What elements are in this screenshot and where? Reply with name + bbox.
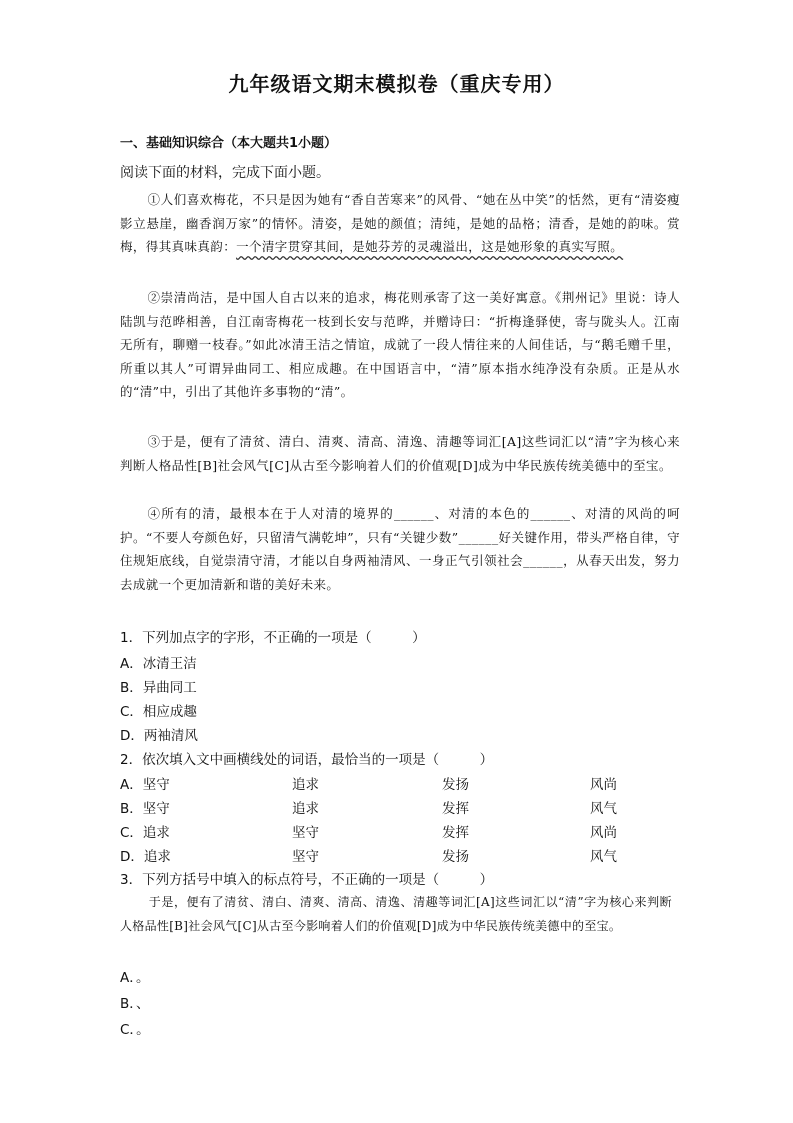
option-word: A．坚守 xyxy=(120,777,170,793)
passage-paragraph-2 xyxy=(120,286,680,404)
question-1-option-b: B．异曲同工 xyxy=(120,680,197,696)
option-word: C．追求 xyxy=(120,825,170,841)
wavy-underlined-sentence: 一个清字贯穿其间，是她芬芳的灵魂溢出，这是她形象的真实写照。 xyxy=(236,239,624,255)
question-3-option-c: C．。 xyxy=(120,1022,150,1038)
option-word: 追求 xyxy=(292,777,319,793)
paragraph-2-text: ②崇清尚洁，是中国人自古以来的追求，梅花则承寄了这一美好寓意。《荆州记》里说：诗人陆凯与范晔相善，自江南寄梅花一枝到长安与范晔，并赠诗曰：“折梅逢驿使，寄与陇头人。江南无所有，聊赠一枝春。”如此冰清王洁之情谊，成就了一段人情往来的人间佳话，与“鹅毛赠千里，所重以其人”可谓异曲同工、相应成趣。在中国语言中，“清”原本指水纯净没有杂质。正是从水的“清”中，引出了其他许多事物的“清”。 xyxy=(120,290,680,400)
question-2-stem: 2．依次填入文中画横线处的词语，最恰当的一项是（ ） xyxy=(120,752,494,768)
question-1-option-a: A．冰清王洁 xyxy=(120,656,197,672)
option-word: 发挥 xyxy=(442,801,469,817)
option-word: 坚守 xyxy=(292,825,319,841)
passage-paragraph-1 xyxy=(120,188,680,259)
option-word: 风尚 xyxy=(590,825,617,841)
quoted-passage-text: 于是，便有了清贫、清白、清爽、清高、清逸、清趣等词汇[A]这些词汇以“清”字为核心来判断人格品性[B]社会风气[C]从古至今影响着人们的价值观[D]成为中华民族传统美德中的至宝。 xyxy=(120,895,672,933)
option-word: 风气 xyxy=(590,849,617,865)
option-word: 发扬 xyxy=(442,777,469,793)
question-3-option-b: B．、 xyxy=(120,996,150,1012)
passage-paragraph-3 xyxy=(120,430,680,477)
passage-paragraph-4 xyxy=(120,502,680,596)
question-3-quoted-passage xyxy=(120,890,672,938)
option-word: B．坚守 xyxy=(120,801,170,817)
option-word: 坚守 xyxy=(292,849,319,865)
paragraph-1-text: ①人们喜欢梅花，不只是因为她有“香自苦寒来”的风骨、“她在丛中笑”的恬然，更有“清姿瘦影立悬崖，幽香润万家”的情怀。清姿，是她的颜值；清纯，是她的品格；清香，是她的韵味。赏梅，得其真味真韵： xyxy=(120,192,680,255)
option-word: 风尚 xyxy=(590,777,617,793)
question-3-stem: 3．下列方括号中填入的标点符号，不正确的一项是（ ） xyxy=(120,872,494,888)
paragraph-3-text: ③于是，便有了清贫、清白、清爽、清高、清逸、清趣等词汇[A]这些词汇以“清”字为核心来判断人格品性[B]社会风气[C]从古至今影响着人们的价值观[D]成为中华民族传统美德中的至宝。 xyxy=(120,434,680,473)
page-title: 九年级语文期末模拟卷（重庆专用） xyxy=(228,72,565,96)
question-1-option-c: C．相应成趣 xyxy=(120,704,197,720)
question-3-option-a: A．。 xyxy=(120,970,150,986)
option-word: 风气 xyxy=(590,801,617,817)
paragraph-4-text: ④所有的清，最根本在于人对清的境界的______、对清的本色的______、对清的风尚的呵护。“不要人夸颜色好，只留清气满乾坤”，只有“关键少数”______好关键作用，带头严格自律，守住规矩底线，自觉崇清守清，才能以自身两袖清风、一身正气引领社会______，从春天出发，努力去成就一个更加清新和谐的美好未来。 xyxy=(120,506,680,592)
instruction-text: 阅读下面的材料，完成下面小题。 xyxy=(120,165,330,181)
option-word: 发挥 xyxy=(442,825,469,841)
option-word: 追求 xyxy=(292,801,319,817)
question-1-option-d: D．两袖清风 xyxy=(120,728,198,744)
section-heading: 一、基础知识综合（本大题共1小题） xyxy=(120,136,338,151)
option-word: D．追求 xyxy=(120,849,171,865)
question-1-stem: 1．下列加点字的字形，不正确的一项是（ ） xyxy=(120,630,426,646)
option-word: 发扬 xyxy=(442,849,469,865)
